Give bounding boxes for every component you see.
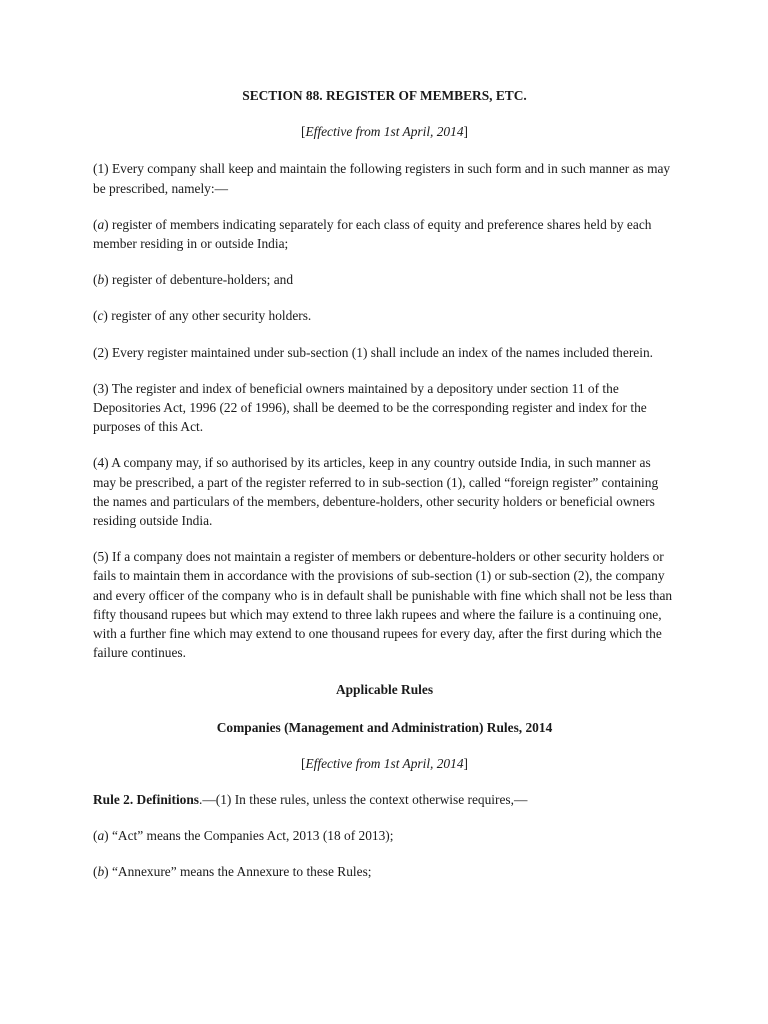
section-heading: SECTION 88. REGISTER OF MEMBERS, ETC. [242,88,527,103]
clause-letter: b [97,864,105,880]
effective-close-bracket: ] [463,124,468,140]
sub-section-5: (5) If a company does not maintain a register of members or debenture-holders or other security holders or fails to maintain them in accordance with the provisions of sub-section (1) or sub-section (2), the company and every officer of the company who is in default shall be punishable with fine which shall not be less than fifty thousand rupees but which may extend to three lakh rupees and where the failure is a continuing one, with a further fine which may extend to one thousand rupees for every day, after the first during which the failure continues. [93,549,673,661]
rule-2-text: .—(1) In these rules, unless the context otherwise requires,— [199,792,528,808]
rule-2-definitions [93,790,676,809]
effective-date-text: Effective from 1st April, 2014 [305,755,464,771]
clause-text: ) “Act” means the Companies Act, 2013 (18 of 2013); [104,828,394,844]
clause-open-paren: ( [93,216,98,232]
sub-section-4: (4) A company may, if so authorised by its articles, keep in any country outside India, in such manner as may be prescribed, a part of the register referred to in sub-section (1), called “foreign register” containing the names and particulars of the members, debenture-holders, other security holders or beneficial owners residing outside India. [93,455,659,529]
effective-date-note [93,122,676,141]
clause-a [93,215,676,253]
clause-letter: b [97,272,105,288]
sub-section-3: (3) The register and index of beneficial owners maintained by a depository under section 11 of the Depositories Act, 1996 (22 of 1996), shall be deemed to be the corresponding register and index for the purposes of this Act. [93,380,647,435]
clause-text: ) register of debenture-holders; and [104,272,294,288]
clause-letter: c [97,308,104,324]
clause-letter: a [97,828,105,844]
clause-text: ) “Annexure” means the Annexure to these Rules; [104,864,372,880]
effective-open-bracket: [ [300,755,306,771]
effective-date-text: Effective from 1st April, 2014 [305,124,464,140]
clause-text: ) register of members indicating separately for each class of equity and preference shares held by each member residing in or outside India; [93,216,652,252]
effective-close-bracket: ] [463,755,468,771]
clause-text: ) register of any other security holders. [103,308,312,324]
effective-date-note-rules [93,754,676,773]
definition-b [93,862,676,881]
rules-title: Companies (Management and Administration) Rules, 2014 [216,719,553,735]
rule-2-heading: Rule 2. Definitions [93,792,200,808]
sub-section-1: (1) Every company shall keep and maintain the following registers in such form and in such manner as may be prescribed, namely:— [93,161,671,196]
applicable-rules-heading: Applicable Rules [335,682,434,698]
definition-a [93,826,676,845]
clause-letter: a [97,216,105,232]
clause-open-paren: ( [93,272,98,288]
clause-open-paren: ( [93,828,98,844]
clause-open-paren: ( [93,308,98,324]
clause-c [93,306,676,325]
clause-open-paren: ( [93,864,98,880]
sub-section-2: (2) Every register maintained under sub-section (1) shall include an index of the names included therein. [93,344,653,360]
clause-b [93,270,676,289]
effective-open-bracket: [ [300,124,306,140]
